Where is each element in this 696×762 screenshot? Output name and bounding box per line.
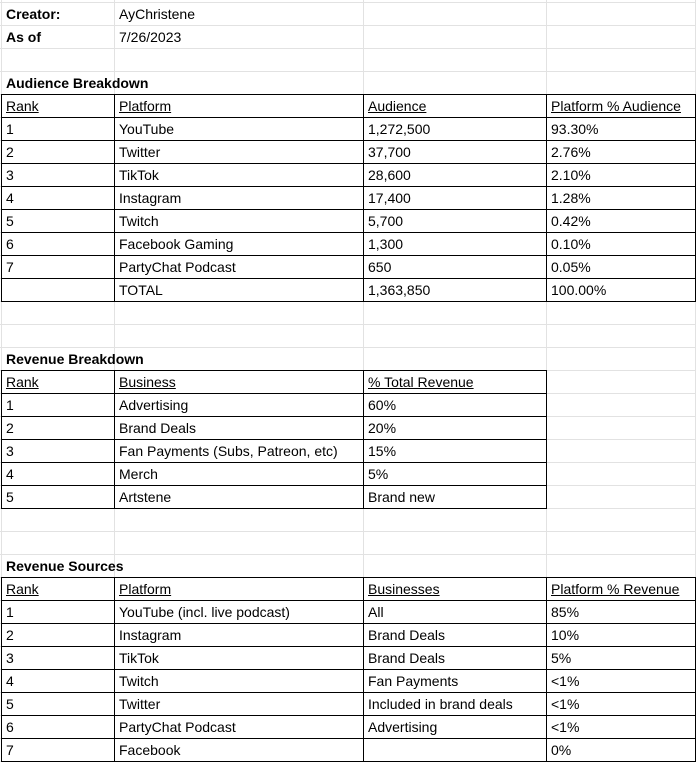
audience-cell[interactable]: 1,272,500 — [368, 121, 431, 137]
audience-cell[interactable]: Twitter — [119, 144, 161, 160]
audience-cell[interactable]: 17,400 — [368, 190, 411, 206]
audience-cell[interactable]: 1,363,850 — [368, 282, 431, 298]
gridline-horizontal — [0, 301, 696, 302]
audience-cell[interactable]: TikTok — [119, 167, 159, 183]
revenue-breakdown-cell[interactable]: Advertising — [119, 397, 189, 413]
audience-cell[interactable]: 2.76% — [551, 144, 591, 160]
revenue-sources-cell[interactable]: 1 — [6, 604, 14, 620]
revenue-sources-header-2[interactable]: Businesses — [368, 581, 440, 597]
audience-cell[interactable]: 5 — [6, 213, 14, 229]
audience-cell[interactable]: 650 — [368, 259, 392, 275]
revenue-breakdown-header-0[interactable]: Rank — [6, 374, 39, 390]
audience-cell[interactable]: Instagram — [119, 190, 182, 206]
revenue-breakdown-cell[interactable]: 3 — [6, 443, 14, 459]
revenue-breakdown-cell[interactable]: 20% — [368, 420, 397, 436]
revenue-sources-cell[interactable]: <1% — [551, 719, 580, 735]
revenue-sources-cell[interactable]: Facebook — [119, 742, 181, 758]
revenue-breakdown-header-2[interactable]: % Total Revenue — [368, 374, 474, 390]
audience-cell[interactable]: Facebook Gaming — [119, 236, 234, 252]
audience-header-0[interactable]: Rank — [6, 98, 39, 114]
revenue-sources-cell[interactable]: All — [368, 604, 384, 620]
revenue-breakdown-cell[interactable]: 60% — [368, 397, 397, 413]
revenue-breakdown-cell[interactable]: 1 — [6, 397, 14, 413]
gridline-horizontal — [0, 508, 696, 509]
revenue-sources-cell[interactable]: 5% — [551, 650, 572, 666]
audience-cell[interactable]: 1.28% — [551, 190, 591, 206]
revenue-breakdown-cell[interactable]: 2 — [6, 420, 14, 436]
creator-label[interactable]: Creator: — [6, 6, 61, 22]
revenue-sources-cell[interactable]: <1% — [551, 673, 580, 689]
audience-cell[interactable]: 93.30% — [551, 121, 599, 137]
audience-cell[interactable]: 4 — [6, 190, 14, 206]
revenue-sources-section-title[interactable]: Revenue Sources — [6, 558, 124, 574]
revenue-sources-cell[interactable]: 5 — [6, 696, 14, 712]
audience-section-title[interactable]: Audience Breakdown — [6, 75, 149, 91]
audience-cell[interactable]: 2.10% — [551, 167, 591, 183]
audience-cell[interactable]: 1 — [6, 121, 14, 137]
revenue-sources-cell[interactable]: <1% — [551, 696, 580, 712]
revenue-sources-cell[interactable]: YouTube (incl. live podcast) — [119, 604, 290, 620]
revenue-sources-cell[interactable]: Fan Payments — [368, 673, 459, 689]
revenue-breakdown-cell[interactable]: 5% — [368, 466, 389, 482]
audience-cell[interactable]: 7 — [6, 259, 14, 275]
revenue-breakdown-cell[interactable]: 15% — [368, 443, 397, 459]
revenue-sources-cell[interactable]: 4 — [6, 673, 14, 689]
revenue-sources-cell[interactable]: 2 — [6, 627, 14, 643]
revenue-sources-header-3[interactable]: Platform % Revenue — [551, 581, 680, 597]
revenue-sources-cell[interactable]: TikTok — [119, 650, 159, 666]
audience-cell[interactable]: 6 — [6, 236, 14, 252]
revenue-sources-header-0[interactable]: Rank — [6, 581, 39, 597]
revenue-sources-cell[interactable]: 85% — [551, 604, 580, 620]
audience-cell[interactable]: Twitch — [119, 213, 159, 229]
audience-cell[interactable]: 0.10% — [551, 236, 591, 252]
as-of-value[interactable]: 7/26/2023 — [119, 29, 182, 45]
gridline-horizontal — [0, 531, 696, 532]
gridline-horizontal — [0, 48, 696, 49]
revenue-sources-cell[interactable]: Advertising — [368, 719, 438, 735]
audience-cell[interactable]: 3 — [6, 167, 14, 183]
audience-header-2[interactable]: Audience — [368, 98, 427, 114]
audience-header-1[interactable]: Platform — [119, 98, 172, 114]
revenue-sources-cell[interactable]: PartyChat Podcast — [119, 719, 236, 735]
audience-cell[interactable] — [1, 278, 114, 301]
revenue-sources-cell[interactable]: Included in brand deals — [368, 696, 513, 712]
revenue-breakdown-cell[interactable]: Fan Payments (Subs, Patreon, etc) — [119, 443, 338, 459]
revenue-sources-cell[interactable]: 0% — [551, 742, 572, 758]
revenue-breakdown-cell[interactable]: Brand Deals — [119, 420, 197, 436]
audience-cell[interactable]: YouTube — [119, 121, 175, 137]
audience-cell[interactable]: 37,700 — [368, 144, 411, 160]
revenue-breakdown-cell[interactable]: 4 — [6, 466, 14, 482]
audience-cell[interactable]: 5,700 — [368, 213, 404, 229]
revenue-sources-cell[interactable]: Brand Deals — [368, 650, 446, 666]
as-of-label[interactable]: As of — [6, 29, 41, 45]
gridline-horizontal — [0, 324, 696, 325]
audience-cell[interactable]: 0.42% — [551, 213, 591, 229]
audience-cell[interactable]: 0.05% — [551, 259, 591, 275]
revenue-sources-header-1[interactable]: Platform — [119, 581, 172, 597]
revenue-breakdown-cell[interactable]: Brand new — [368, 489, 435, 505]
audience-header-3[interactable]: Platform % Audience — [551, 98, 681, 114]
revenue-sources-cell[interactable]: Brand Deals — [368, 627, 446, 643]
revenue-breakdown-header-1[interactable]: Business — [119, 374, 176, 390]
audience-cell[interactable]: PartyChat Podcast — [119, 259, 236, 275]
revenue-sources-cell[interactable]: Twitch — [119, 673, 159, 689]
revenue-breakdown-cell[interactable]: Merch — [119, 466, 158, 482]
revenue-breakdown-cell[interactable]: Artstene — [119, 489, 172, 505]
revenue-sources-cell[interactable]: Instagram — [119, 627, 182, 643]
audience-cell[interactable]: 2 — [6, 144, 14, 160]
revenue-sources-cell[interactable]: 6 — [6, 719, 14, 735]
revenue-sources-cell[interactable]: 7 — [6, 742, 14, 758]
revenue-sources-cell[interactable]: Twitter — [119, 696, 161, 712]
audience-cell[interactable]: TOTAL — [119, 282, 163, 298]
audience-cell[interactable]: 100.00% — [551, 282, 607, 298]
revenue-breakdown-cell[interactable]: 5 — [6, 489, 14, 505]
revenue-sources-cell[interactable] — [363, 738, 546, 761]
audience-cell[interactable]: 28,600 — [368, 167, 411, 183]
audience-cell[interactable]: 1,300 — [368, 236, 404, 252]
revenue-sources-cell[interactable]: 10% — [551, 627, 580, 643]
revenue-sources-cell[interactable]: 3 — [6, 650, 14, 666]
creator-value[interactable]: AyChristene — [119, 6, 196, 22]
revenue-breakdown-section-title[interactable]: Revenue Breakdown — [6, 351, 144, 367]
